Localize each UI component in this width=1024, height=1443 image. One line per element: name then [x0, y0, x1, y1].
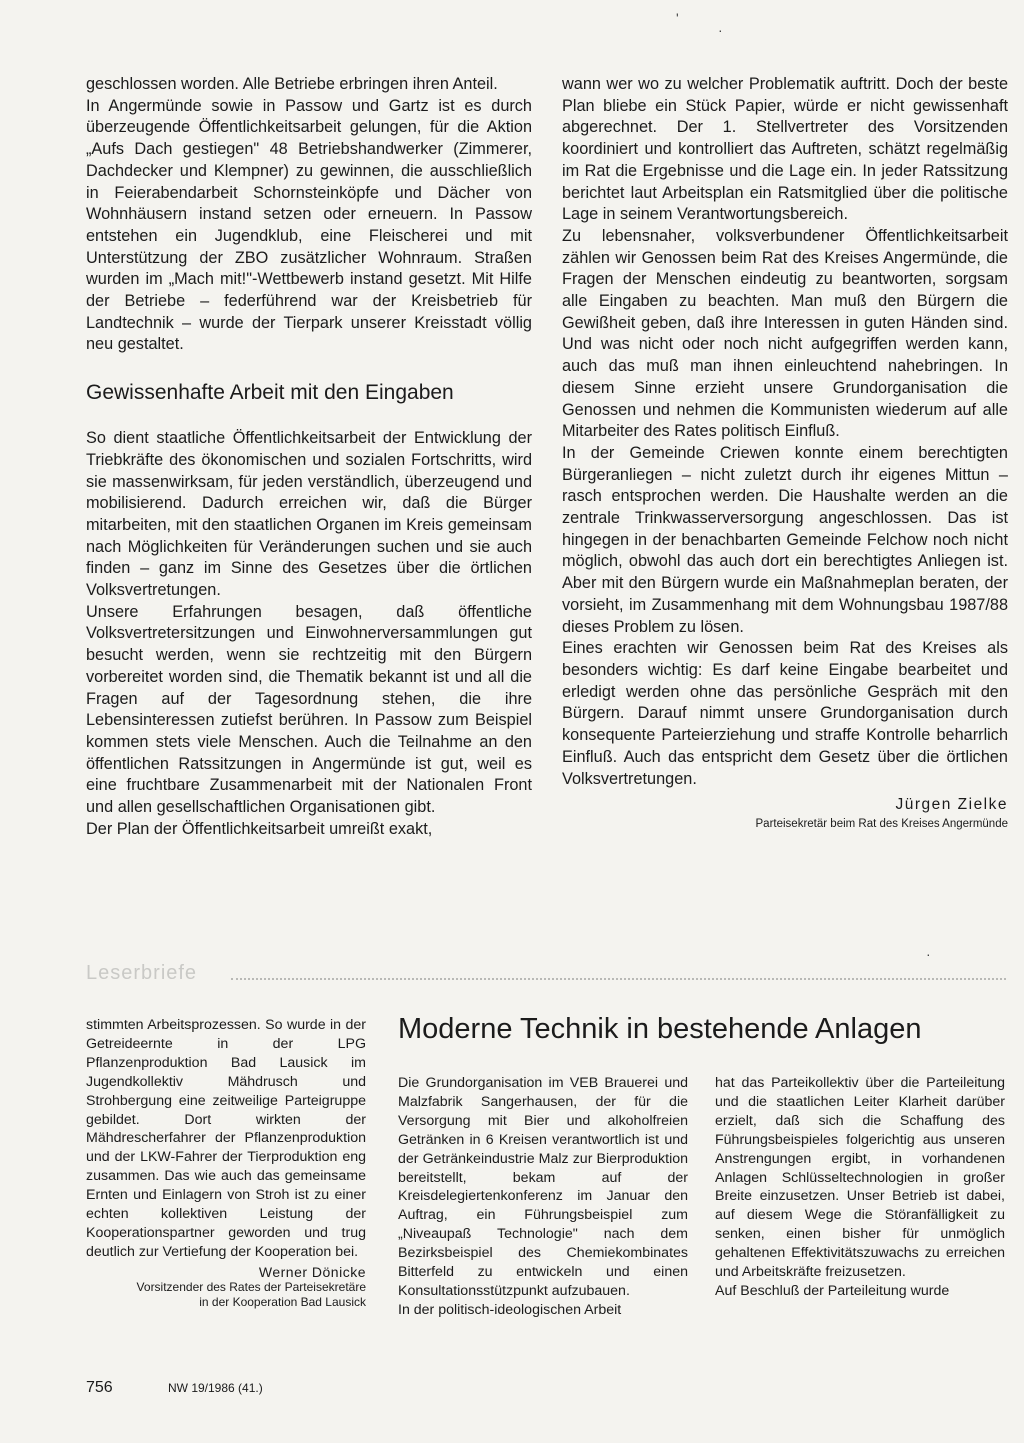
paragraph: In der politisch-ideologischen Arbeit: [398, 1301, 622, 1318]
paragraph: Unsere Erfahrungen besagen, daß öffentliche Volksvertretersitzungen und Einwohnerversammlungen gut besucht werden, wenn sie rechtzeitig mit den Bürgern vorbereitet worden sind, die Thematik bekannt ist und all die Fragen auf der Tagesordnung stehen, die ihre Lebensinteressen zutiefst berühren. In Passow zum Beispiel kommen stets viele Menschen. Auch die Teilnahme an den öffentlichen Ratssitzungen in Angermünde ist gut, weil es eine fruchtbare Zusammenarbeit mit der Nationalen Front und allen gesellschaftlichen Organisationen gibt.: [86, 602, 532, 817]
paragraph: geschlossen worden. Alle Betriebe erbringen ihren Anteil.: [86, 75, 498, 93]
paragraph: In Angermünde sowie in Passow und Gartz ist es durch überzeugende Öffentlichkeitsarbeit gelungen, für die Aktion „Aufs Dach gestiegen" 48 Betriebshandwerker (Zimmerer, Dachdecker und Klempner) zu gewinnen, die ausschließlich in Feierabendarbeit Schornsteinköpfe und Dächer von Wohnhäusern instand setzen oder erneuern. In Passow entstehen ein Jugendklub, eine Fleischerei und mit Unterstützung der ZBO zusätzlicher Wohnraum. Straßen wurden im „Mach mit!"-Wettbewerb instand gesetzt. Mit Hilfe der Betriebe – federführend war der Kreisbetrieb für Landtechnik – wurde der Tierpark unserer Kreisstadt völlig neu gestaltet.: [86, 96, 532, 354]
scan-speck: ·: [718, 22, 723, 38]
letter-column: [86, 1016, 366, 1310]
author-role: Parteisekretär beim Rat des Kreises Angermünde: [755, 818, 1008, 831]
author-name: Jürgen Zielke: [895, 796, 1008, 814]
section-label: Leserbriefe: [86, 962, 198, 984]
paragraph: stimmten Arbeitsprozessen. So wurde in der Getreideernte in der LPG Pflanzenproduktion Bad Lausick im Jugendkollektiv Mähdrusch und Strohbergung eine zeitweilige Parteigruppe gebildet. Dort wirkten der Mähdrescherfahrer der Pflanzenproduktion und der LKW-Fahrer der Tierproduktion eng zusammen. Das wie auch das gemeinsame Ernten und Einlagern von Stroh ist zu einer echten kollektiven Leistung der Kooperationspartner geworden und trug deutlich zur Vertiefung der Kooperation bei.: [86, 1017, 366, 1260]
scan-speck: ': [676, 10, 679, 26]
paragraph: hat das Parteikollektiv über die Parteileitung und die staatlichen Leiter Klarheit darüber erzielt, daß sich die Schaffung des Führungsbeispieles folgerichtig aus unseren Anstrengungen ergibt, in vorhandenen Anlagen Schlüsseltechnologien in großer Breite einzusetzen. Unser Betrieb ist dabei, auf diesem Wege die Störanfälligkeit zu senken, einen bisher für unmöglich gehaltenen Effektivitätszuwachs zu erreichen und Arbeitskräfte freizusetzen.: [715, 1075, 1005, 1281]
article-column-1: [86, 74, 532, 841]
paragraph: wann wer wo zu welcher Problematik auftritt. Doch der beste Plan bliebe ein Stück Papier, würde er nicht gewissenhaft abgerechnet. Der 1. Stellvertreter des Vorsitzenden koordiniert und kontrolliert das Auftreten, schätzt regelmäßig im Rat die Ergebnisse und die Lage ein. In jeder Ratssitzung berichtet laut Arbeitsplan ein Ratsmitglied über die politische Lage in seinem Verantwortungsbereich.: [562, 75, 1008, 224]
paragraph: Zu lebensnaher, volksverbundener Öffentlichkeitsarbeit zählen wir Genossen beim Rat des Kreises Angermünde, die Fragen der Menschen eindeutig zu beantworten, sorgsam alle Eingaben zu beachten. Man muß den Bürgern die Gewißheit geben, daß ihre Interessen in guten Händen sind. Und was nicht oder noch nicht aufgegriffen werden kann, auch das muß man ihnen einleuchtend nahebringen. In diesem Sinne erzieht unsere Grundorganisation die Genossen und nehmen die Kommunisten wiederum auf alle Mitarbeiter des Rates politisch Einfluß.: [562, 226, 1008, 441]
subheading: Gewissenhafte Arbeit mit den Eingaben: [86, 381, 454, 405]
paragraph: Auf Beschluß der Parteileitung wurde: [715, 1282, 950, 1299]
paragraph: In der Gemeinde Criewen konnte einem berechtigten Bürgeranliegen – nicht zuletzt durch ihr eigenes Mittun – rasch entsprochen werden. Die Haushalte werden an die zentrale Trinkwasserversorgung angeschlossen. Das ist hingegen in der benachbarten Gemeinde Felchow noch nicht möglich, obwohl das auch dort ein berechtigtes Anliegen ist. Aber mit den Bürgern wurde ein Maßnahmeplan beraten, der vorsieht, im Zusammenhang mit dem Wohnungsbau 1987/88 dieses Problem zu lösen.: [562, 443, 1008, 636]
page-number: 756: [86, 1379, 113, 1396]
letter-headline: Moderne Technik in bestehende Anlagen: [398, 1013, 922, 1045]
author-name: Werner Dönicke: [258, 1263, 366, 1280]
section-separator: [86, 962, 1006, 992]
scan-speck: ·: [926, 946, 931, 962]
paragraph: Der Plan der Öffentlichkeitsarbeit umreißt exakt,: [86, 819, 433, 838]
paragraph: Die Grundorganisation im VEB Brauerei und Malzfabrik Sangerhausen, der für die Versorgung mit Bier und alkoholfreien Getränken in 6 Kreisen verantwortlich ist und der Getränkeindustrie Malz zur Bierproduktion bereitstellt, bekam auf der Kreisdelegiertenkonferenz im Januar den Auftrag, ein Führungsbeispiel zum „Niveaupaß Technologie" nach dem Bezirksbeispiel des Chemiekombinates Bitterfeld zu entwickeln und einen Konsultationsstützpunkt aufzubauen.: [398, 1075, 688, 1299]
article-column-2: [562, 74, 1008, 830]
letter2-column-1: [398, 1074, 688, 1320]
letter2-column-2: [715, 1074, 1005, 1301]
author-role: Vorsitzender des Rates der Parteisekretäre: [136, 1279, 366, 1294]
issue-label: NW 19/1986 (41.): [168, 1381, 263, 1395]
author-role: in der Kooperation Bad Lausick: [199, 1294, 366, 1309]
dotted-rule: [231, 978, 1006, 980]
paragraph: Eines erachten wir Genossen beim Rat des Kreises als besonders wichtig: Es darf keine Eingabe bearbeitet und erledigt werden ohne das persönliche Gespräch mit den Bürgern. Darauf nimmt unsere Grundorganisation durch konsequente Parteierziehung und straffe Kontrolle beharrlich Einfluß. Auch das entspricht dem Gesetz über die örtlichen Volksvertretungen.: [562, 639, 1008, 788]
paragraph: So dient staatliche Öffentlichkeitsarbeit der Entwicklung der Triebkräfte des ökonomischen und sozialen Fortschritts, wird sie massenwirksam, für jeden verständlich, überzeugend und mobilisierend. Dadurch erreichen wir, daß die Bürger mitarbeiten, mit den staatlichen Organen im Kreis gemeinsam nach Möglichkeiten für Veränderungen suchen und sie auch finden – ganz im Sinne des Gesetzes über die örtlichen Volksvertretungen.: [86, 429, 532, 600]
